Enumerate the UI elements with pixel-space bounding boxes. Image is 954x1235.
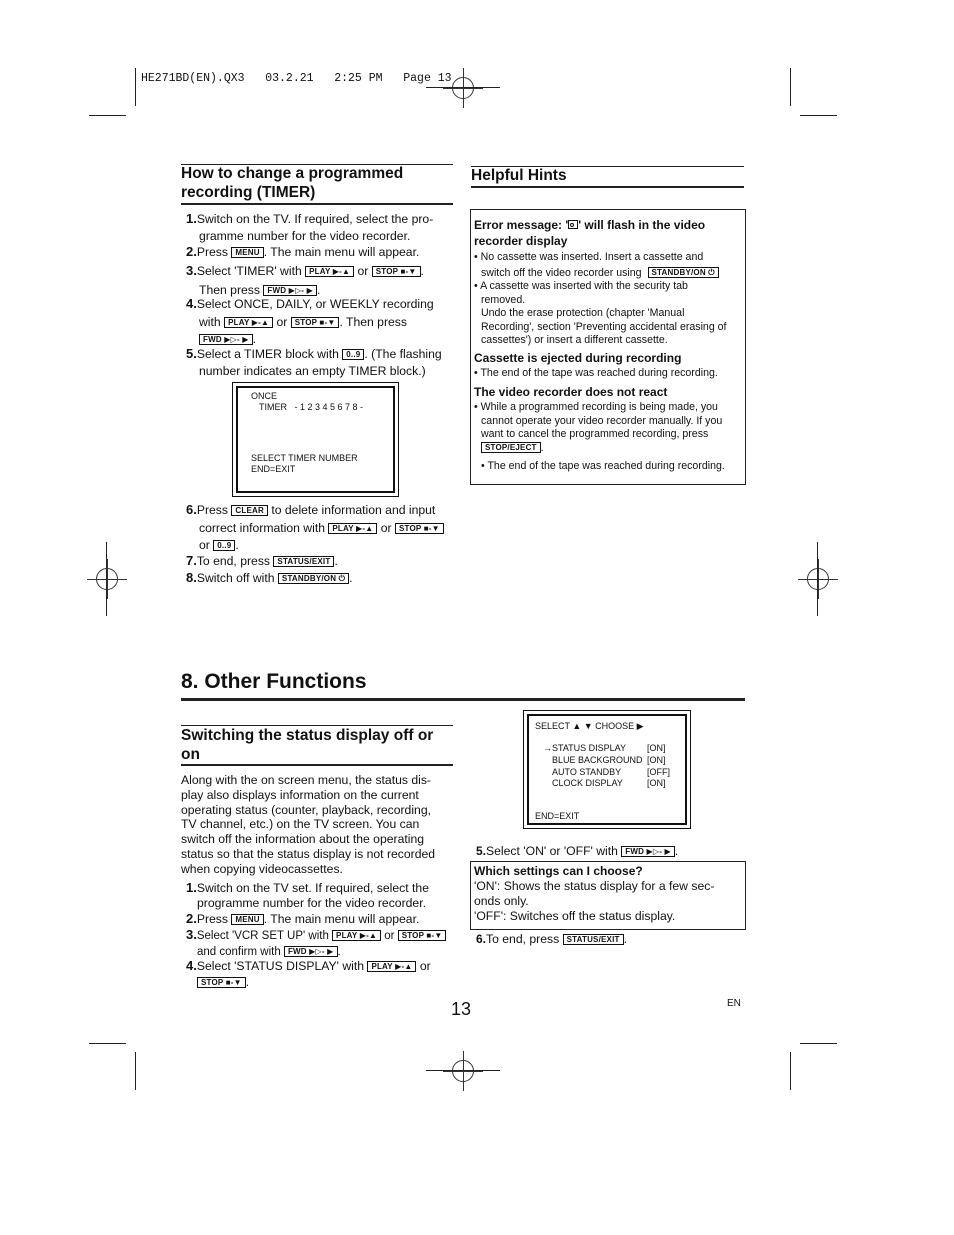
registration-mark-right xyxy=(807,568,829,590)
play-key: PLAY ▶-▲ xyxy=(328,523,377,534)
status-step-6: 6.To end, press STATUS/EXIT . xyxy=(476,932,627,946)
react-cause-2: • The end of the tape was reached during recording. xyxy=(481,460,725,472)
cassette-icon xyxy=(568,220,578,229)
status-step-2: 2.Press MENU . The main menu will appear. xyxy=(186,911,420,926)
fwd-key: FWD ▶▷- ▶ xyxy=(199,334,253,345)
error-cause-2: • A cassette was inserted with the security tab removed. Undo the erase protection (chapter 'Manual Recording', section 'Preventing accidental erasing of cassettes') or insert a different cassette. xyxy=(474,280,727,346)
fwd-key: FWD ▶▷- ▶ xyxy=(621,846,675,857)
timer-step-5: 5.Select a TIMER block with 0..9 . (The flashing number indicates an empty TIMER block.) xyxy=(186,346,442,378)
status-step-4: 4.Select 'STATUS DISPLAY' with PLAY ▶-▲ or STOP ■-▼ . xyxy=(186,958,431,989)
status-osd-screen: SELECT ▲ ▼ CHOOSE ▶ →STATUS DISPLAY [ON] BLUE BACKGROUND [ON] AUTO STANDBY [OFF] CLOCK DISPLAY [ON] END=EXIT xyxy=(523,710,691,829)
status-intro: Along with the on screen menu, the status dis- play also displays information on the current operating status (counter, playback, recording, TV channel, etc.) on the TV screen. You can switch off the information about the operating status so that the status display is not recorded when copying videocassettes. xyxy=(181,773,436,876)
play-key: PLAY ▶-▲ xyxy=(367,961,416,972)
settings-title: Which settings can I choose? xyxy=(474,864,643,878)
error-cause-1: • No cassette was inserted. Insert a cassette and switch off the video recorder using STANDBY/ON ⏻ xyxy=(474,249,744,281)
play-key: PLAY ▶-▲ xyxy=(332,930,381,941)
chapter-title: 8. Other Functions xyxy=(181,670,367,693)
timer-osd-screen: ONCE TIMER - 1 2 3 4 5 6 7 8 - SELECT TIMER NUMBER END=EXIT xyxy=(232,382,399,497)
timer-step-8: 8.Switch off with STANDBY/ON ⏻ . xyxy=(186,570,353,585)
menu-key: MENU xyxy=(231,914,263,925)
status-exit-key: STATUS/EXIT xyxy=(563,934,624,945)
print-slug: HE271BD(EN).QX3 03.2.21 2:25 PM Page 13 xyxy=(141,72,452,85)
status-section-title: Switching the status display off or on xyxy=(181,727,434,763)
standby-key: STANDBY/ON ⏻ xyxy=(648,267,719,278)
clear-key: CLEAR xyxy=(231,505,268,516)
timer-step-2: 2.Press MENU . The main menu will appear. xyxy=(186,244,420,259)
status-step-3: 3.Select 'VCR SET UP' with PLAY ▶-▲ or STOP ■-▼ and confirm with FWD ▶▷- ▶ . xyxy=(186,927,446,960)
page-number: 13 xyxy=(451,999,472,1019)
registration-mark-left xyxy=(96,568,118,590)
stop-key: STOP ■-▼ xyxy=(372,266,421,277)
stop-key: STOP ■-▼ xyxy=(197,977,246,988)
react-cause-1: • While a programmed recording is being made, you cannot operate your video recorder manually. If you want to cancel the programmed recording, press STOP/EJECT . xyxy=(474,401,723,454)
fwd-key: FWD ▶▷- ▶ xyxy=(263,285,317,296)
stop-key: STOP ■-▼ xyxy=(291,317,340,328)
timer-section-title: How to change a programmed recording (TIMER) xyxy=(181,165,404,201)
hints-title: Helpful Hints xyxy=(471,167,567,184)
digit-key: 0..9 xyxy=(342,349,364,360)
eject-cause: • The end of the tape was reached during recording. xyxy=(474,367,718,379)
error-message-title: Error message: ' ' will flash in the video recorder display xyxy=(474,218,706,248)
standby-key: STANDBY/ON ⏻ xyxy=(278,573,349,584)
eject-title: Cassette is ejected during recording xyxy=(474,351,682,365)
play-key: PLAY ▶-▲ xyxy=(224,317,273,328)
timer-step-6: 6.Press CLEAR to delete information and input correct information with PLAY ▶-▲ or STOP ■-▼ or 0..9 . xyxy=(186,501,458,555)
timer-step-7: 7.To end, press STATUS/EXIT . xyxy=(186,553,338,568)
registration-mark-bottom xyxy=(452,1060,474,1082)
timer-step-1: 1.Switch on the TV. If required, select the pro- gramme number for the video recorder. xyxy=(186,211,434,243)
menu-key: MENU xyxy=(231,247,263,258)
play-key: PLAY ▶-▲ xyxy=(305,266,354,277)
stop-key: STOP ■-▼ xyxy=(398,930,447,941)
digit-key: 0..9 xyxy=(213,540,235,551)
stop-key: STOP ■-▼ xyxy=(395,523,444,534)
status-exit-key: STATUS/EXIT xyxy=(273,556,334,567)
status-step-5: 5.Select 'ON' or 'OFF' with FWD ▶▷- ▶ . xyxy=(476,844,679,858)
status-step-1: 1.Switch on the TV set. If required, select the programme number for the video recorder. xyxy=(186,880,429,910)
settings-text: 'ON': Shows the status display for a few sec- onds only. 'OFF': Switches off the status display. xyxy=(474,879,715,923)
language-code: EN xyxy=(727,998,741,1009)
timer-step-4: 4.Select ONCE, DAILY, or WEEKLY recording with PLAY ▶-▲ or STOP ■-▼ . Then press FWD ▶▷- ▶ . xyxy=(186,296,434,346)
react-title: The video recorder does not react xyxy=(474,385,668,399)
stop-eject-key: STOP/EJECT xyxy=(481,442,541,453)
timer-step-3: 3.Select 'TIMER' with PLAY ▶-▲ or STOP ■-▼ . Then press FWD ▶▷- ▶ . xyxy=(186,263,424,297)
registration-mark-top xyxy=(452,77,474,99)
fwd-key: FWD ▶▷- ▶ xyxy=(284,946,338,957)
